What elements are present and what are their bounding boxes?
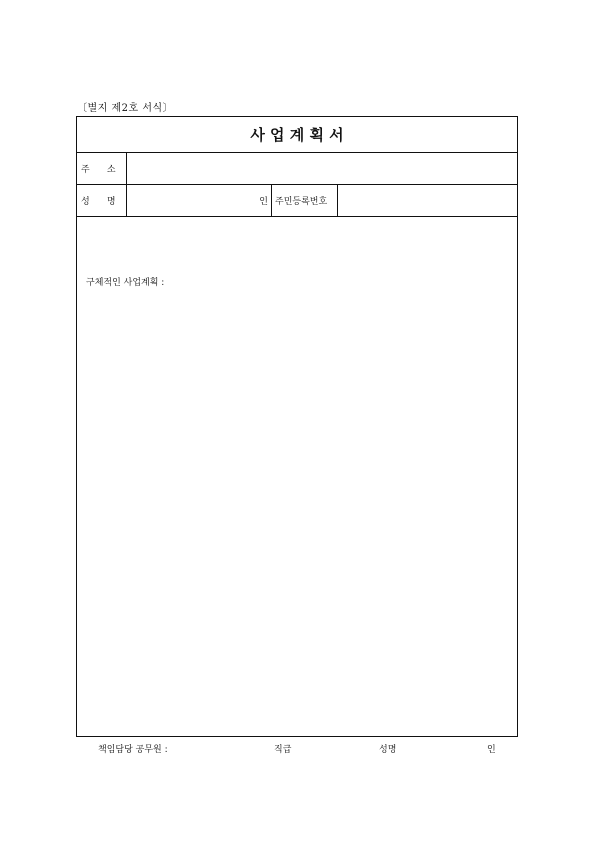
address-label: 주 소 (77, 153, 127, 184)
officer-seal-mark: 인 (487, 745, 496, 755)
address-field[interactable] (127, 153, 517, 184)
address-row (77, 153, 517, 185)
resident-id-field[interactable] (338, 185, 517, 216)
name-seal-mark: 인 (259, 197, 268, 207)
name-row (77, 185, 517, 217)
rank-label: 직급 (274, 745, 292, 755)
footer-signature-line (0, 742, 595, 756)
officer-name-label: 성명 (379, 745, 397, 755)
name-label: 성 명 (77, 185, 127, 216)
resident-id-label: 주민등록번호 (272, 185, 338, 216)
form-title-row (77, 117, 517, 153)
business-plan-label: 구체적인 사업계획 : (86, 278, 165, 288)
business-plan-form (76, 116, 518, 737)
form-number-label: 〔별지 제2호 서식〕 (77, 103, 174, 114)
name-field[interactable] (127, 185, 272, 216)
business-plan-area[interactable] (77, 217, 517, 736)
form-title: 사 업 계 획 서 (250, 126, 344, 144)
officer-label: 책임담당 공무원 : (98, 745, 168, 755)
